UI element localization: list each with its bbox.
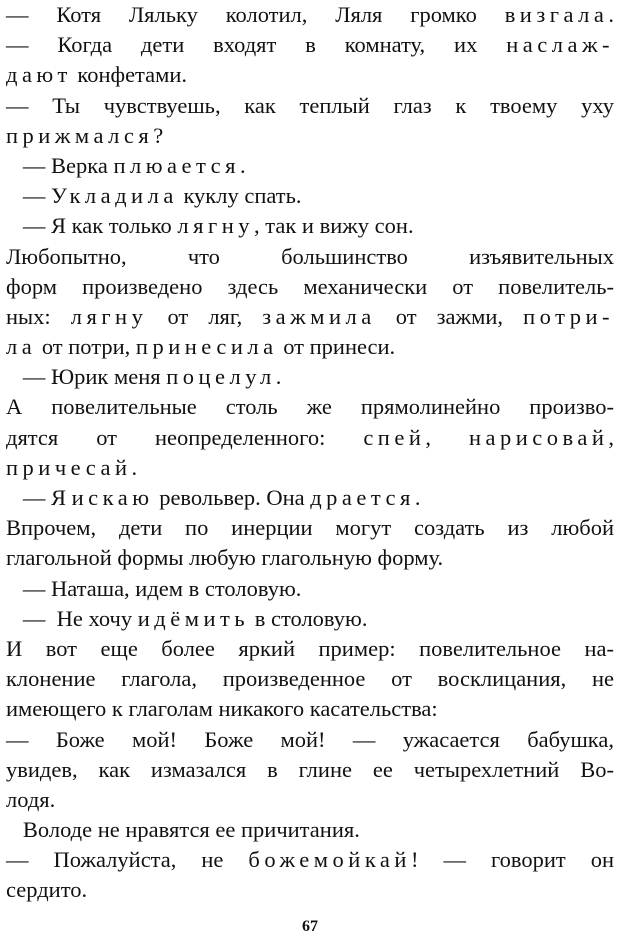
text-line <box>6 815 614 845</box>
spaced-emphasis: дают <box>6 62 72 88</box>
text-line <box>6 513 614 543</box>
text-run: — Когда дети входят в комнату, их <box>6 32 507 58</box>
spaced-emphasis: визгала <box>504 2 609 27</box>
text-run: от зажми, <box>375 303 524 329</box>
text-run: . <box>239 152 246 178</box>
text-run: револьвер. Она <box>153 485 311 510</box>
text-run: — Пожалуйста, не <box>6 847 249 873</box>
text-line <box>6 634 614 664</box>
spaced-emphasis: искаю <box>71 485 154 510</box>
text-line <box>6 91 614 121</box>
text-run: Любопытно, что большинство изъявительных <box>6 243 614 269</box>
text-run: . <box>131 454 138 480</box>
text-line <box>6 453 614 483</box>
text-line <box>6 785 614 815</box>
text-run: увидев, как измазался в глине ее четырехлетний Во- <box>6 756 614 782</box>
text-run: . <box>275 364 282 390</box>
text-run: — Я как только <box>6 213 178 239</box>
spaced-emphasis: зажмила <box>262 303 376 329</box>
text-line <box>6 845 614 875</box>
text-line <box>6 121 614 151</box>
text-run: от потри, <box>36 334 136 360</box>
text-run: А повелительные столь же прямолинейно произво- <box>6 394 614 420</box>
spaced-emphasis: прижмался <box>6 122 154 148</box>
text-line <box>6 302 614 332</box>
spaced-emphasis: Укладила <box>51 183 178 209</box>
text-run: И вот еще более яркий пример: повелительное на- <box>6 635 614 661</box>
spaced-emphasis: божемойкай <box>248 847 411 873</box>
text-run: сердито. <box>6 877 88 903</box>
spaced-emphasis: идёмить <box>137 605 250 631</box>
text-line <box>6 211 614 241</box>
text-run: — <box>6 183 51 209</box>
text-line <box>6 423 614 453</box>
text-run: конфетами. <box>71 62 188 88</box>
spaced-emphasis: ла <box>6 334 37 360</box>
text-run: . <box>414 485 421 510</box>
spaced-emphasis: плюается <box>113 152 240 178</box>
text-line <box>6 483 614 513</box>
spaced-emphasis: нарисовай <box>468 424 609 450</box>
text-run: Впрочем, дети по инерции могут создать из любой <box>6 515 614 541</box>
text-run: — Котя Ляльку колотил, Ляля громко <box>6 2 505 27</box>
text-run: лодя. <box>6 786 56 812</box>
text-line <box>6 694 614 724</box>
spaced-emphasis: наслаж- <box>506 32 614 58</box>
text-run: , <box>608 424 615 450</box>
text-line <box>6 0 614 30</box>
text-run: от принеси. <box>277 334 396 360</box>
text-run: от ляг, <box>147 303 263 329</box>
spaced-emphasis: принесила <box>135 334 278 360</box>
spaced-emphasis: драется <box>310 485 415 510</box>
text-run: , так и вижу сон. <box>254 213 414 239</box>
text-line <box>6 332 614 362</box>
text-line <box>6 181 614 211</box>
text-run: форм произведено здесь механически от повелитель- <box>6 273 614 299</box>
text-line <box>6 755 614 785</box>
text-line <box>6 272 614 302</box>
text-run: — Я <box>6 485 72 510</box>
text-run: Володе не нравятся ее причитания. <box>6 817 360 843</box>
text-run: глагольной формы любую глагольную форму. <box>6 545 444 571</box>
spaced-emphasis: поцелул <box>166 364 276 390</box>
text-line <box>6 574 614 604</box>
spaced-emphasis: потри- <box>523 303 614 329</box>
spaced-emphasis: лягну <box>177 213 255 239</box>
text-line <box>6 362 614 392</box>
text-run: ных: <box>6 303 71 329</box>
spaced-emphasis: лягну <box>70 303 148 329</box>
text-run: — Верка <box>6 152 114 178</box>
text-run: имеющего к глаголам никакого касательства: <box>6 696 438 722</box>
page-number: 67 <box>302 918 318 935</box>
text-run: — Наташа, идем в столовую. <box>6 575 302 601</box>
text-line <box>6 392 614 422</box>
text-run: ! — говорит он <box>410 847 614 873</box>
spaced-emphasis: причесай <box>6 454 132 480</box>
text-line <box>6 151 614 181</box>
spaced-emphasis: спей <box>363 424 426 450</box>
text-run: — Юрик меня <box>6 364 167 390</box>
text-run: ? <box>153 122 164 148</box>
text-line <box>6 875 614 905</box>
text-run: дятся от неопределенного: <box>6 424 364 450</box>
text-run: — Боже мой! Боже мой! — ужасается бабушка, <box>6 726 614 752</box>
text-line <box>6 30 614 60</box>
text-run: — Ты чувствуешь, как теплый глаз к твоему уху <box>6 92 614 118</box>
text-line <box>6 60 614 90</box>
text-run: , <box>425 424 469 450</box>
text-line <box>6 725 614 755</box>
text-run: в столовую. <box>249 605 368 631</box>
text-run: куклу спать. <box>177 183 302 209</box>
body-text <box>6 0 614 906</box>
text-run: — Не хочу <box>6 605 138 631</box>
text-line <box>6 664 614 694</box>
text-line <box>6 604 614 634</box>
text-line <box>6 242 614 272</box>
text-run: . <box>608 2 614 27</box>
text-run: клонение глагола, произведенное от восклицания, не <box>6 666 614 692</box>
text-line <box>6 543 614 573</box>
